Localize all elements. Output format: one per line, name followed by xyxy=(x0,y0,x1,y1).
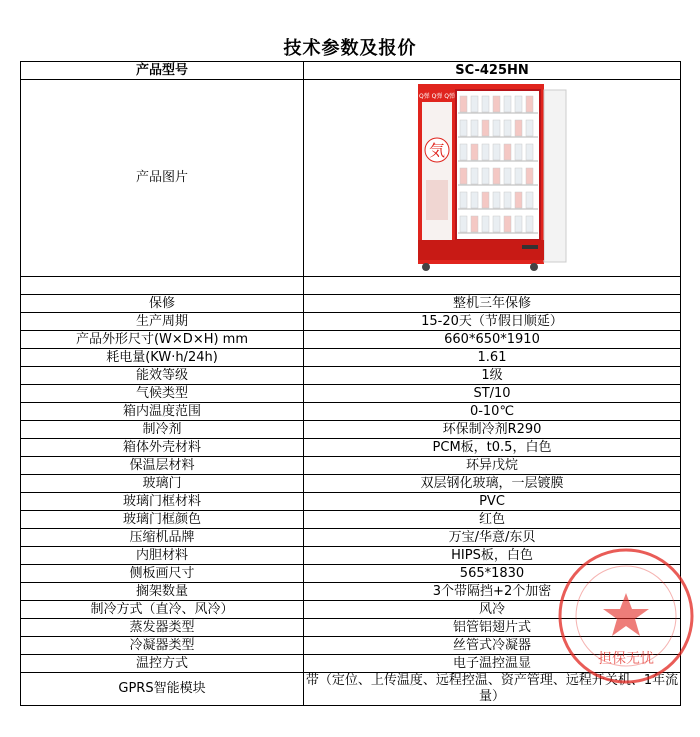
bottle-shape xyxy=(493,120,500,136)
spec-label: 内胆材料 xyxy=(21,547,304,565)
spec-row xyxy=(21,295,681,313)
spec-table xyxy=(20,61,681,706)
bottle-shape xyxy=(471,120,478,136)
page-title: 技术参数及报价 xyxy=(283,38,417,59)
bottle-shape xyxy=(482,168,489,184)
spec-value: ST/10 xyxy=(304,385,681,403)
product-image-cell xyxy=(304,80,681,277)
bottle-shape xyxy=(460,120,467,136)
spec-row xyxy=(21,439,681,457)
image-row xyxy=(21,80,681,277)
spec-label: 搁架数量 xyxy=(21,583,304,601)
bottle-shape xyxy=(482,144,489,160)
spec-row xyxy=(21,403,681,421)
bottle-shape xyxy=(504,216,511,232)
bottle-shape xyxy=(504,168,511,184)
bottle-shape xyxy=(515,96,522,112)
spec-row xyxy=(21,565,681,583)
bottle-shape xyxy=(526,192,533,208)
spec-value: 双层钢化玻璃，一层镀膜 xyxy=(304,475,681,493)
spec-value: 1.61 xyxy=(304,349,681,367)
image-label: 产品图片 xyxy=(21,80,304,277)
bottle-shape xyxy=(504,144,511,160)
spec-label: 玻璃门 xyxy=(21,475,304,493)
bottle-shape xyxy=(526,96,533,112)
spec-row xyxy=(21,637,681,655)
bottle-shape xyxy=(471,192,478,208)
spec-label: 箱体外壳材料 xyxy=(21,439,304,457)
spec-label: 保温层材料 xyxy=(21,457,304,475)
bottle-shape xyxy=(515,192,522,208)
spec-value: 环异戊烷 xyxy=(304,457,681,475)
spec-label: GPRS智能模块 xyxy=(21,673,304,706)
spec-value: 环保制冷剂R290 xyxy=(304,421,681,439)
bottle-shape xyxy=(460,144,467,160)
fridge-char: 気 xyxy=(428,141,446,160)
spec-label: 制冷剂 xyxy=(21,421,304,439)
spec-row xyxy=(21,475,681,493)
bottle-shape xyxy=(471,216,478,232)
spec-value: 15-20天（节假日顺延） xyxy=(304,313,681,331)
spec-label: 侧板画尺寸 xyxy=(21,565,304,583)
spec-label: 蒸发器类型 xyxy=(21,619,304,637)
spec-label: 耗电量(KW·h/24h) xyxy=(21,349,304,367)
bottle-shape xyxy=(515,168,522,184)
spec-row xyxy=(21,457,681,475)
bottle-shape xyxy=(482,216,489,232)
spec-value: 3个带隔挡+2个加密 xyxy=(304,583,681,601)
bottle-shape xyxy=(471,144,478,160)
spec-value: 660*650*1910 xyxy=(304,331,681,349)
bottle-shape xyxy=(482,192,489,208)
spec-label: 生产周期 xyxy=(21,313,304,331)
blank-cell xyxy=(21,277,304,295)
spec-label: 箱内温度范围 xyxy=(21,403,304,421)
spec-value: 风冷 xyxy=(304,601,681,619)
spec-label: 温控方式 xyxy=(21,655,304,673)
bottle-shape xyxy=(460,192,467,208)
spec-label: 能效等级 xyxy=(21,367,304,385)
bottle-shape xyxy=(471,168,478,184)
fridge-sign: Q弹 Q弹 Q弹 xyxy=(419,93,455,100)
bottle-shape xyxy=(482,96,489,112)
blank-row xyxy=(21,277,681,295)
spec-value: HIPS板，白色 xyxy=(304,547,681,565)
spec-value: 电子温控温显 xyxy=(304,655,681,673)
spec-row xyxy=(21,601,681,619)
spec-value: PCM板，t0.5，白色 xyxy=(304,439,681,457)
spec-row xyxy=(21,583,681,601)
spec-row xyxy=(21,349,681,367)
header-value: SC-425HN xyxy=(304,62,681,80)
blank-cell xyxy=(304,277,681,295)
bottle-shape xyxy=(526,216,533,232)
bottle-shape xyxy=(515,144,522,160)
bottle-shape xyxy=(504,120,511,136)
bottle-shape xyxy=(515,216,522,232)
bottle-shape xyxy=(493,216,500,232)
spec-label: 制冷方式（直冷、风冷） xyxy=(21,601,304,619)
spec-label: 玻璃门框材料 xyxy=(21,493,304,511)
spec-value: 红色 xyxy=(304,511,681,529)
bottle-shape xyxy=(493,96,500,112)
spec-label: 保修 xyxy=(21,295,304,313)
spec-row xyxy=(21,529,681,547)
spec-value: 565*1830 xyxy=(304,565,681,583)
spec-row xyxy=(21,313,681,331)
spec-label: 玻璃门框颜色 xyxy=(21,511,304,529)
spec-row-gprs xyxy=(21,673,681,706)
spec-label: 冷凝器类型 xyxy=(21,637,304,655)
spec-label: 压缩机品牌 xyxy=(21,529,304,547)
bottle-shape xyxy=(526,168,533,184)
spec-value: PVC xyxy=(304,493,681,511)
spec-label: 气候类型 xyxy=(21,385,304,403)
spec-row xyxy=(21,655,681,673)
fridge-image xyxy=(412,80,572,276)
spec-value: 0-10℃ xyxy=(304,403,681,421)
bottle-shape xyxy=(471,96,478,112)
header-row xyxy=(21,62,681,80)
bottle-shape xyxy=(526,120,533,136)
spec-value: 整机三年保修 xyxy=(304,295,681,313)
bottle-shape xyxy=(515,120,522,136)
spec-value: 万宝/华意/东贝 xyxy=(304,529,681,547)
spec-row xyxy=(21,421,681,439)
bottle-shape xyxy=(482,120,489,136)
bottle-shape xyxy=(460,216,467,232)
spec-row xyxy=(21,331,681,349)
bottle-shape xyxy=(493,144,500,160)
header-label: 产品型号 xyxy=(21,62,304,80)
spec-value: 1级 xyxy=(304,367,681,385)
bottle-shape xyxy=(493,192,500,208)
spec-row xyxy=(21,511,681,529)
spec-value: 带（定位、上传温度、远程控温、资产管理、远程开关机、1年流量） xyxy=(304,673,681,706)
spec-label: 产品外形尺寸(W×D×H) mm xyxy=(21,331,304,349)
bottle-shape xyxy=(493,168,500,184)
spec-value: 丝管式冷凝器 xyxy=(304,637,681,655)
seal-text: 担保无忧 xyxy=(598,651,654,667)
bottle-shape xyxy=(504,192,511,208)
spec-row xyxy=(21,547,681,565)
bottle-shape xyxy=(460,168,467,184)
bottle-shape xyxy=(526,144,533,160)
bottle-shape xyxy=(504,96,511,112)
spec-row xyxy=(21,385,681,403)
spec-row xyxy=(21,493,681,511)
bottle-shape xyxy=(460,96,467,112)
spec-row xyxy=(21,367,681,385)
spec-row xyxy=(21,619,681,637)
spec-value: 铝管铝翅片式 xyxy=(304,619,681,637)
